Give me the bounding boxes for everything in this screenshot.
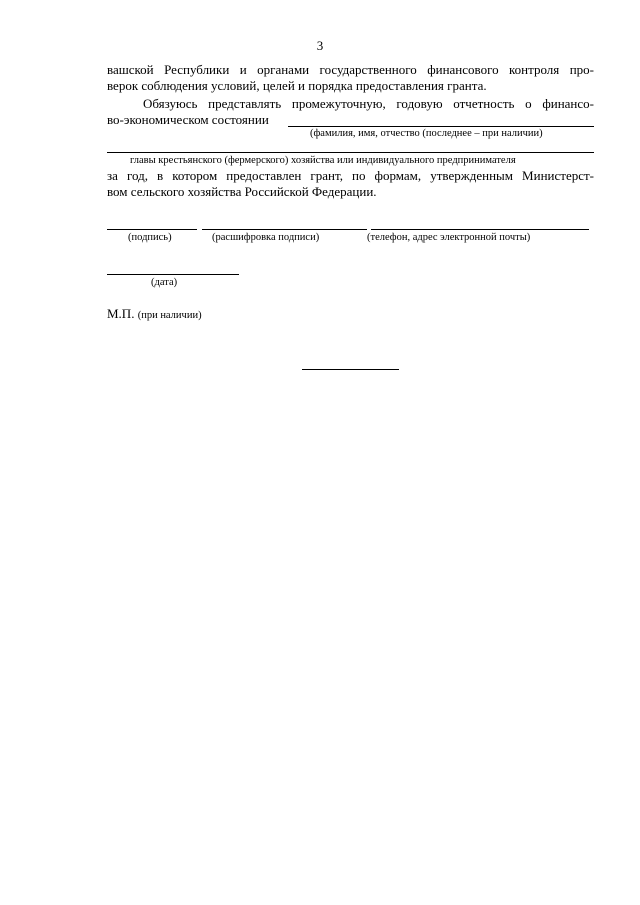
paragraph-2-line-1: Обязуюсь представлять промежуточную, годовую отчетность о финансо-	[143, 96, 594, 111]
paragraph-1-line-1: вашской Республики и органами государственного финансового контроля про-	[107, 62, 594, 77]
signature-fill-line	[107, 229, 197, 230]
end-rule	[302, 369, 399, 370]
paragraph-2-line-4: вом сельского хозяйства Российской Федерации.	[107, 184, 377, 199]
contacts-fill-line	[371, 229, 589, 230]
page-number: 3	[316, 38, 324, 53]
seal-label: М.П.	[107, 306, 135, 321]
signature-caption: (подпись)	[128, 232, 172, 243]
decoding-fill-line	[202, 229, 367, 230]
contacts-caption: (телефон, адрес электронной почты)	[367, 232, 531, 243]
fio-fill-line	[288, 126, 594, 127]
date-caption: (дата)	[151, 277, 178, 288]
seal-note: (при наличии)	[137, 310, 202, 321]
head-caption: главы крестьянского (фермерского) хозяйства или индивидуального предпринимателя	[130, 155, 516, 166]
seal-placeholder	[107, 306, 202, 322]
paragraph-2-line-2: во-экономическом состоянии	[107, 112, 269, 127]
decoding-caption: (расшифровка подписи)	[212, 232, 320, 243]
date-fill-line	[107, 274, 239, 275]
fio-caption: (фамилия, имя, отчество (последнее – при наличии)	[310, 128, 543, 139]
head-fill-line	[107, 152, 594, 153]
paragraph-2-line-3: за год, в котором предоставлен грант, по формам, утвержденным Министерст-	[107, 168, 594, 183]
paragraph-1-line-2: верок соблюдения условий, целей и порядка предоставления гранта.	[107, 78, 487, 93]
